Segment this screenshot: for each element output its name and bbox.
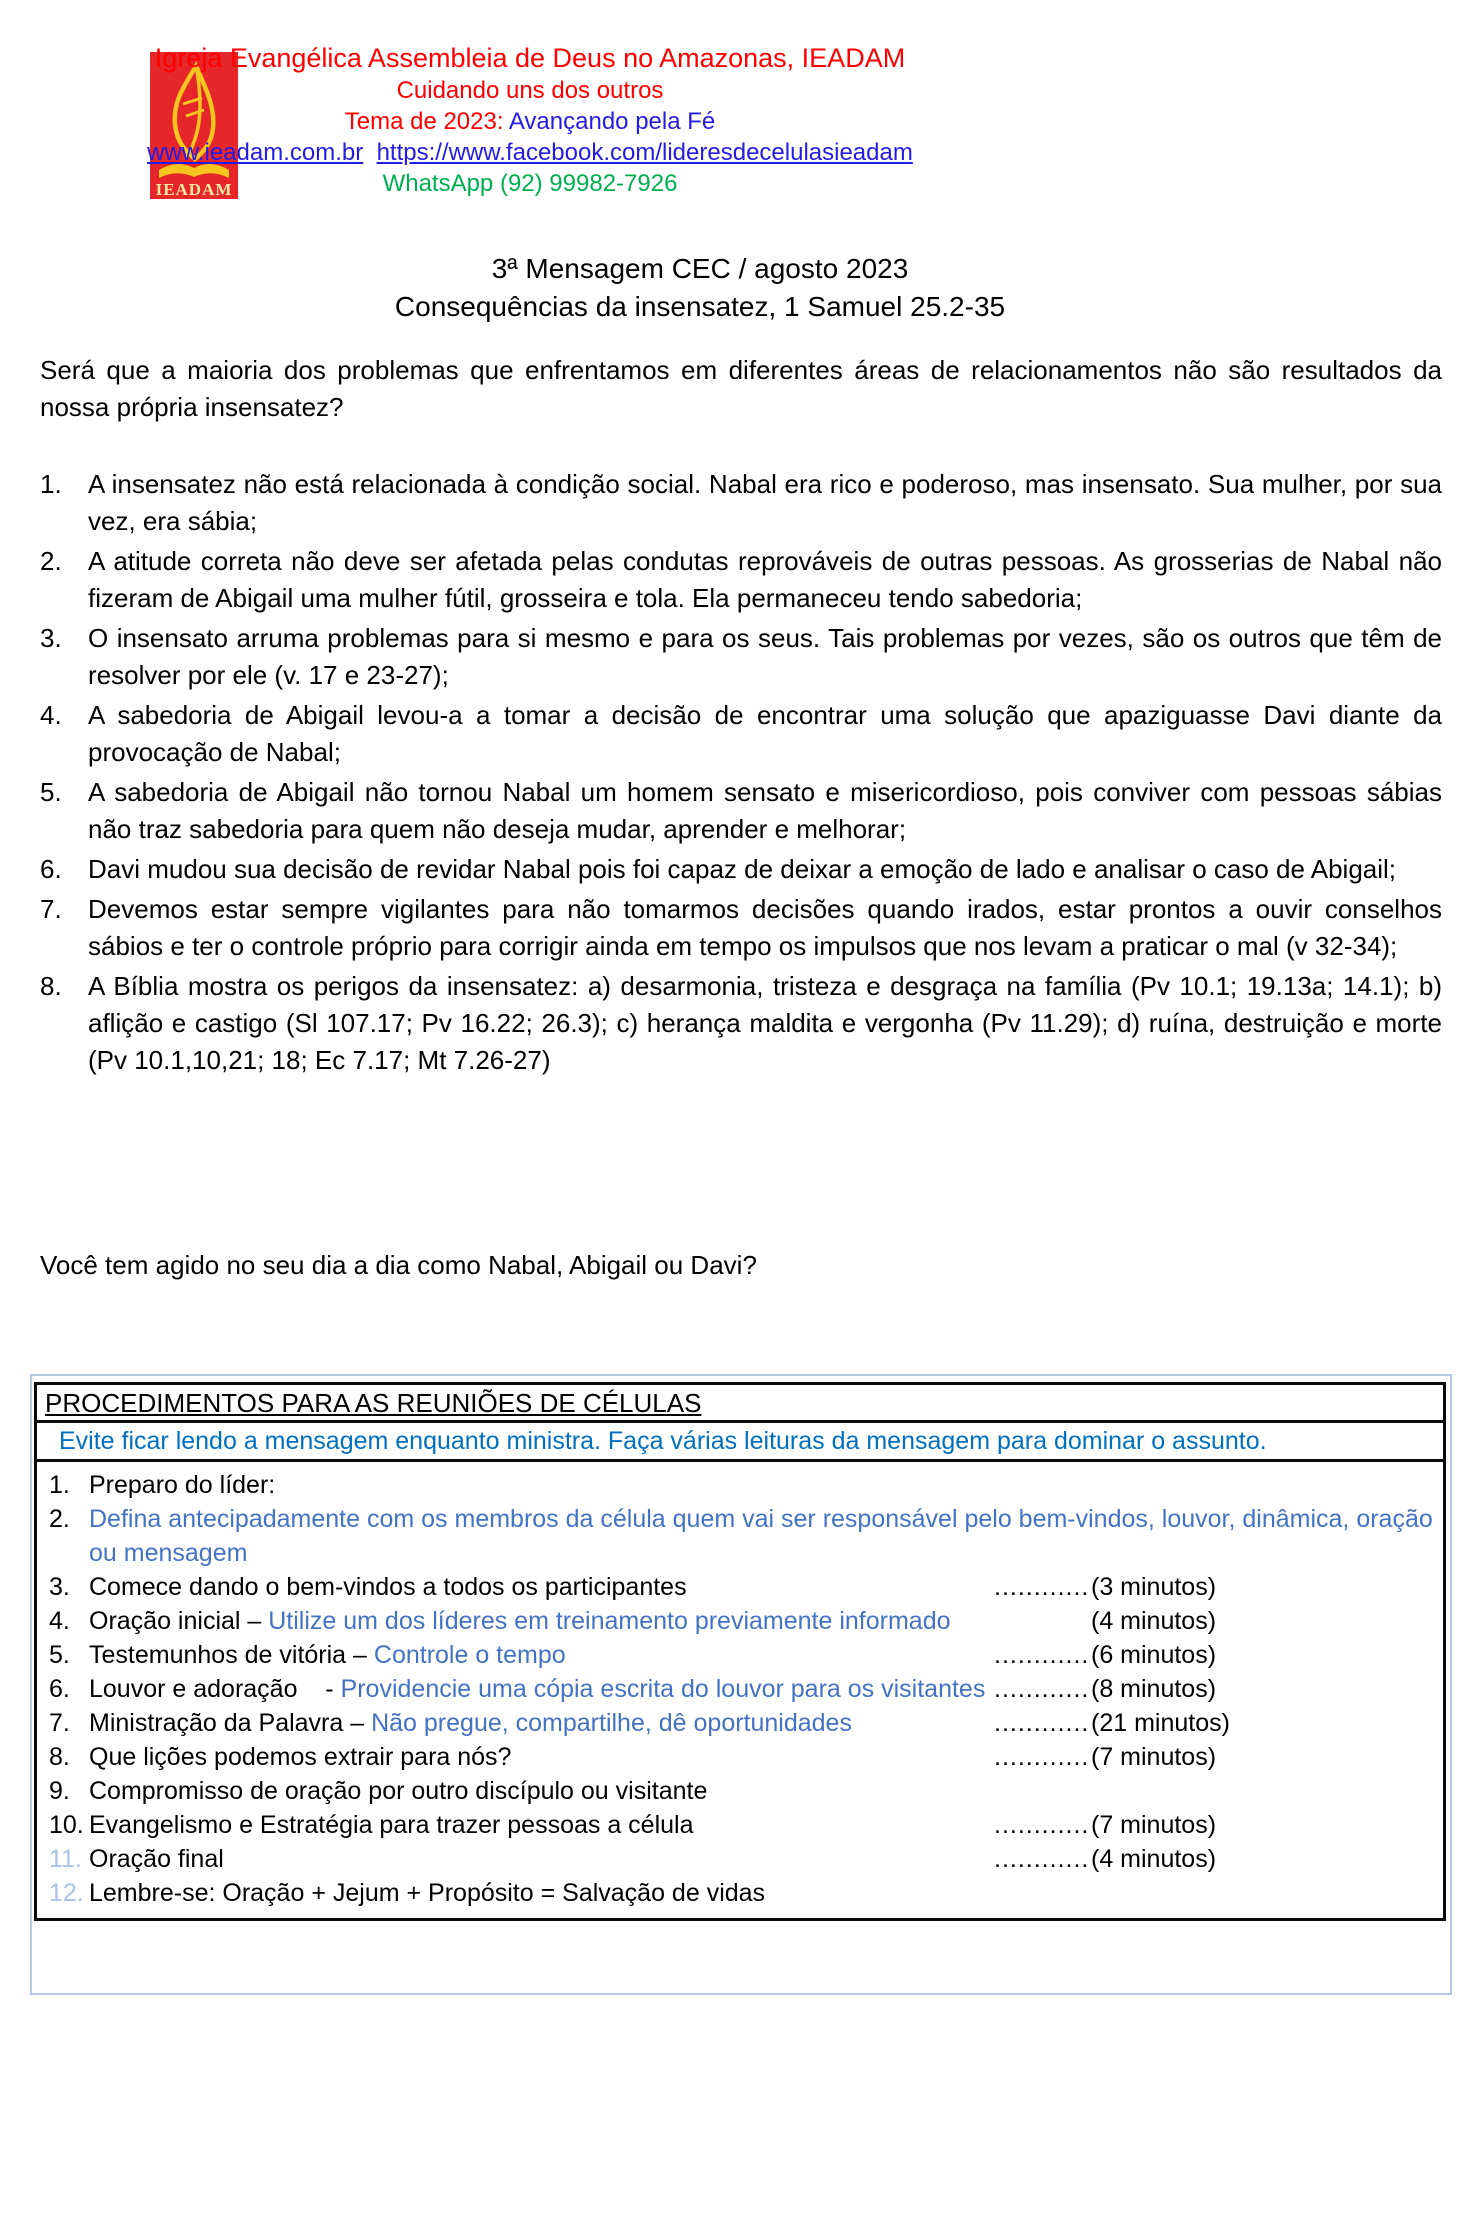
procedure-number: 2. <box>49 1505 70 1533</box>
procedure-text <box>89 1570 994 1604</box>
procedure-text <box>89 1638 994 1672</box>
procedure-number: 5. <box>49 1641 70 1669</box>
point-number: 3. <box>40 623 62 653</box>
website-link[interactable]: www.ieadam.com.br <box>147 139 364 166</box>
whatsapp-number: WhatsApp (92) 99982-7926 <box>382 170 678 197</box>
message-point <box>40 851 1442 888</box>
point-text: Davi mudou sua decisão de revidar Nabal pois foi capaz de deixar a emoção de lado e analisar o caso de Abigail; <box>88 854 1397 884</box>
message-point <box>40 774 1442 848</box>
point-text: A sabedoria de Abigail levou-a a tomar a decisão de encontrar uma solução que apaziguasse Davi diante da provocação de Nabal; <box>88 700 1442 767</box>
message-point <box>40 697 1442 771</box>
procedure-row <box>43 1876 1437 1910</box>
point-text: A sabedoria de Abigail não tornou Nabal um homem sensato e misericordioso, pois conviver com pessoas sábias não traz sabedoria para quem não deseja mudar, aprender e melhorar; <box>88 777 1442 844</box>
closing-question: Você tem agido no seu dia a dia como Nabal, Abigail ou Davi? <box>40 1250 757 1280</box>
procedure-text <box>89 1842 994 1876</box>
procedure-row <box>43 1638 1437 1672</box>
procedure-number: 7. <box>49 1709 70 1737</box>
point-number: 6. <box>40 854 62 884</box>
procedure-number: 4. <box>49 1607 70 1635</box>
procedure-dots: ............ <box>994 1709 1090 1737</box>
procedure-text <box>89 1502 1437 1570</box>
procedure-dots: ............ <box>994 1573 1090 1601</box>
procedures-heading <box>37 1385 1443 1423</box>
procedure-duration: (7 minutos) <box>1091 1743 1217 1771</box>
point-text: Devemos estar sempre vigilantes para não tomarmos decisões quando irados, estar prontos a ouvir conselhos sábios e ter o controle próprio para corrigir ainda em tempo os impulsos que nos levam a praticar o mal (v 32-34); <box>88 894 1442 961</box>
procedure-dots: ............ <box>994 1675 1090 1703</box>
procedure-text-black: Oração final <box>89 1845 224 1873</box>
procedure-text-black: Lembre-se: Oração + Jejum + Propósito = Salvação de vidas <box>89 1879 766 1907</box>
procedure-text-black: Louvor e adoração - <box>89 1675 341 1703</box>
procedure-number: 6. <box>49 1675 70 1703</box>
procedure-text <box>89 1672 994 1706</box>
theme-text: Avançando pela Fé <box>508 108 716 135</box>
message-title-line1: 3ª Mensagem CEC / agosto 2023 <box>491 253 909 284</box>
procedure-row <box>43 1570 1437 1604</box>
procedure-number: 11. <box>49 1845 82 1873</box>
procedure-text-black: Evangelismo e Estratégia para trazer pessoas a célula <box>89 1811 694 1839</box>
procedure-text-blue: Controle o tempo <box>373 1641 566 1669</box>
procedures-outer-box <box>30 1374 1452 1995</box>
procedure-row <box>43 1672 1437 1706</box>
procedure-text-blue: Defina antecipadamente com os membros da célula quem vai ser responsável pelo bem-vindos, louvor, dinâmica, oração ou mensagem <box>89 1505 1433 1567</box>
procedure-text-black: Testemunhos de vitória – <box>89 1641 374 1669</box>
point-text: O insensato arruma problemas para si mesmo e para os seus. Tais problemas por vezes, são os outros que têm de resolver por ele (v. 17 e 23-27); <box>88 623 1442 690</box>
intro-paragraph: Será que a maioria dos problemas que enfrentamos em diferentes áreas de relacionamentos não são resultados da nossa própria insensatez? <box>40 355 1442 422</box>
procedure-number: 1. <box>49 1471 70 1499</box>
procedure-text <box>89 1740 994 1774</box>
procedure-text-black: Ministração da Palavra – <box>89 1709 372 1737</box>
procedure-text-black: Oração inicial – <box>89 1607 269 1635</box>
message-points <box>40 466 1442 1082</box>
procedure-duration: (4 minutos) <box>1091 1607 1217 1635</box>
message-point <box>40 543 1442 617</box>
point-number: 5. <box>40 777 62 807</box>
point-number: 4. <box>40 700 62 730</box>
procedure-text <box>89 1808 994 1842</box>
church-name: Igreja Evangélica Assembleia de Deus no Amazonas, IEADAM <box>154 43 906 73</box>
message-point <box>40 466 1442 540</box>
procedure-row <box>43 1502 1437 1570</box>
procedure-duration: (7 minutos) <box>1091 1811 1217 1839</box>
procedure-dots: ............ <box>994 1641 1090 1669</box>
theme-prefix: Tema de 2023: <box>344 108 509 135</box>
procedure-text <box>89 1876 1437 1910</box>
point-text: A Bíblia mostra os perigos da insensatez: a) desarmonia, tristeza e desgraça na família (Pv 10.1; 19.13a; 14.1); b) aflição e castigo (Sl 107.17; Pv 16.22; 26.3); c) herança maldita e vergonha (Pv 11.29); d) ruína, destruição e morte (Pv 10.1,10,21; 18; Ec 7.17; Mt 7.26-27) <box>88 971 1442 1075</box>
procedure-text-black: Preparo do líder: <box>89 1471 276 1499</box>
procedures-note: Evite ficar lendo a mensagem enquanto ministra. Faça várias leituras da mensagem para dominar o assunto. <box>37 1423 1443 1462</box>
message-point <box>40 891 1442 965</box>
procedure-text <box>89 1468 1437 1502</box>
procedure-row <box>43 1740 1437 1774</box>
procedure-text-black: Que lições podemos extrair para nós? <box>89 1743 512 1771</box>
procedure-dots: ............ <box>994 1811 1090 1839</box>
procedure-number: 8. <box>49 1743 70 1771</box>
procedure-text <box>89 1706 994 1740</box>
procedure-text-blue: Não pregue, compartilhe, dê oportunidades <box>371 1709 852 1737</box>
procedure-text <box>89 1774 1437 1808</box>
point-number: 2. <box>40 546 62 576</box>
message-point <box>40 620 1442 694</box>
procedure-dots: ............ <box>994 1845 1090 1873</box>
procedure-duration: (6 minutos) <box>1091 1641 1217 1669</box>
procedure-number: 9. <box>49 1777 70 1805</box>
procedures-rows <box>37 1462 1443 1918</box>
procedure-row <box>43 1842 1437 1876</box>
procedure-number: 3. <box>49 1573 70 1601</box>
point-number: 8. <box>40 971 62 1001</box>
letterhead <box>20 42 1040 199</box>
facebook-link[interactable]: https://www.facebook.com/lideresdecelulasieadam <box>376 139 913 166</box>
procedure-number: 10. <box>49 1811 84 1839</box>
procedures-table <box>34 1382 1446 1921</box>
links-line <box>20 137 1040 168</box>
procedure-text-blue: Providencie uma cópia escrita do louvor para os visitantes <box>340 1675 986 1703</box>
svg-text:IEADAM: IEADAM <box>155 180 233 199</box>
procedure-duration: (4 minutos) <box>1091 1845 1217 1873</box>
procedure-duration: (21 minutos) <box>1091 1709 1230 1737</box>
point-number: 1. <box>40 469 62 499</box>
procedure-row <box>43 1774 1437 1808</box>
theme-line <box>20 106 1040 137</box>
message-point <box>40 968 1442 1079</box>
procedures-heading-text: PROCEDIMENTOS PARA AS REUNIÕES DE CÉLULAS <box>45 1388 702 1418</box>
procedure-text-black: Compromisso de oração por outro discípulo ou visitante <box>89 1777 708 1805</box>
procedure-duration: (3 minutos) <box>1091 1573 1217 1601</box>
message-title-line2: Consequências da insensatez, 1 Samuel 25.2-35 <box>394 291 1006 322</box>
point-number: 7. <box>40 894 62 924</box>
procedure-row <box>43 1604 1437 1638</box>
procedure-duration: (8 minutos) <box>1091 1675 1217 1703</box>
church-tagline: Cuidando uns dos outros <box>396 77 664 104</box>
procedure-text <box>89 1604 994 1638</box>
procedure-text-black: Comece dando o bem-vindos a todos os participantes <box>89 1573 687 1601</box>
procedure-text-blue: Utilize um dos líderes em treinamento previamente informado <box>268 1607 951 1635</box>
point-text: A atitude correta não deve ser afetada pelas condutas reprováveis de outras pessoas. As grosserias de Nabal não fizeram de Abigail uma mulher fútil, grosseira e tola. Ela permaneceu tendo sabedoria; <box>88 546 1442 613</box>
procedure-number: 12. <box>49 1879 84 1907</box>
procedure-row <box>43 1468 1437 1502</box>
procedure-row <box>43 1808 1437 1842</box>
procedure-dots: ............ <box>994 1743 1090 1771</box>
procedure-row <box>43 1706 1437 1740</box>
message-title <box>30 250 1370 326</box>
point-text: A insensatez não está relacionada à condição social. Nabal era rico e poderoso, mas insensato. Sua mulher, por sua vez, era sábia; <box>88 469 1442 536</box>
